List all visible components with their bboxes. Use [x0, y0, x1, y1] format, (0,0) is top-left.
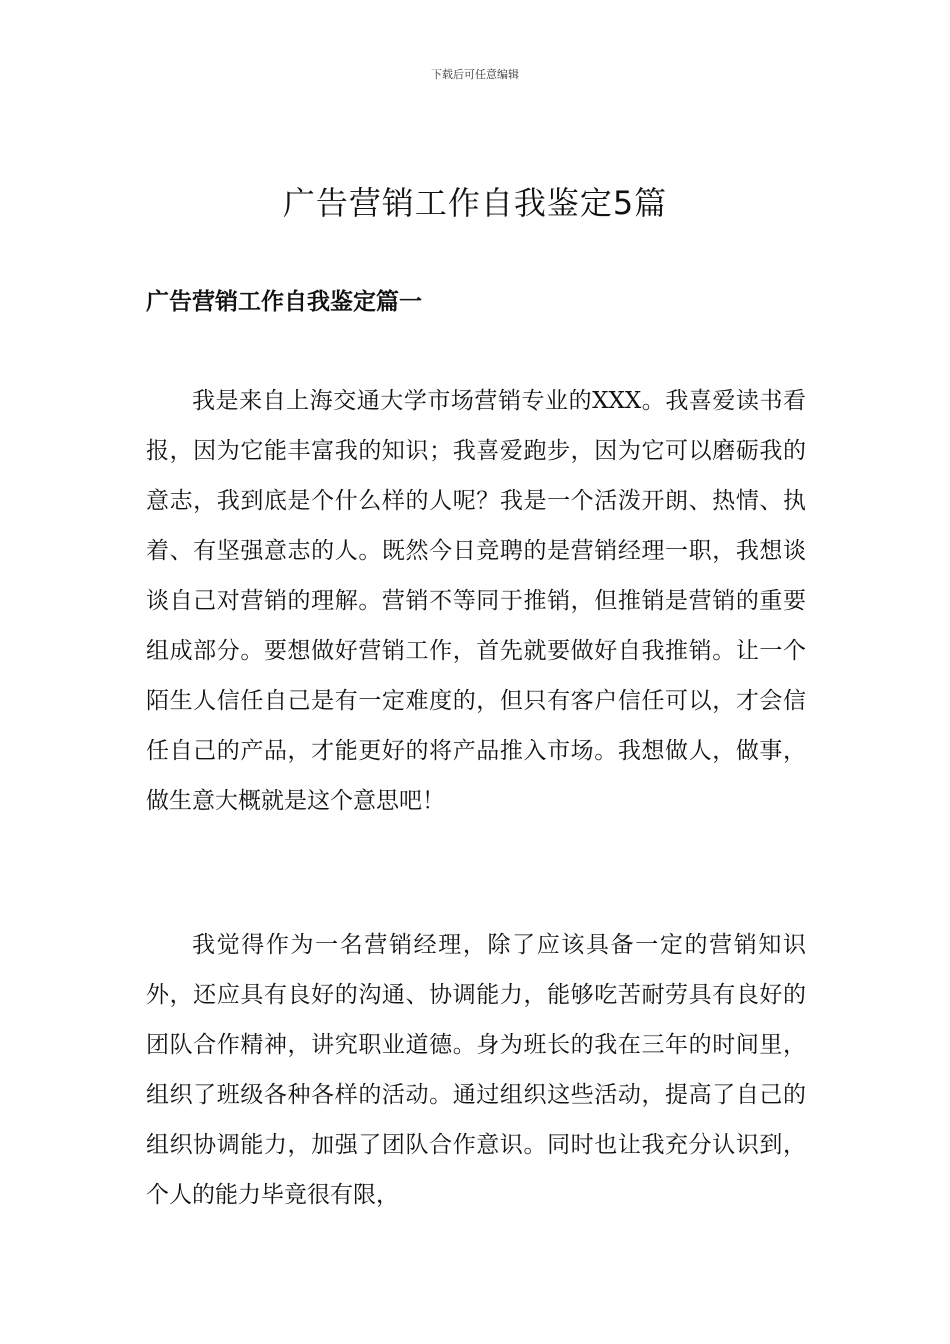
section-heading: 广告营销工作自我鉴定篇一: [146, 288, 422, 315]
paragraph-2: 我觉得作为一名营销经理，除了应该具备一定的营销知识外，还应具有良好的沟通、协调能力，能够吃苦耐劳具有良好的团队合作精神，讲究职业道德。身为班长的我在三年的时间里，组织了班级各种各样的活动。通过组织这些活动，提高了自己的组织协调能力，加强了团队合作意识。同时也让我充分认识到，个人的能力毕竟很有限，: [146, 932, 806, 1208]
header-note: 下载后可任意编辑: [431, 68, 519, 81]
document-title: 广告营销工作自我鉴定5篇: [282, 184, 668, 222]
paragraph-1: 我是来自上海交通大学市场营销专业的XXX。我喜爱读书看报，因为它能丰富我的知识；我喜爱跑步，因为它可以磨砺我的意志，我到底是个什么样的人呢？我是一个活泼开朗、热情、执着、有坚强意志的人。既然今日竞聘的是营销经理一职，我想谈谈自己对营销的理解。营销不等同于推销，但推销是营销的重要组成部分。要想做好营销工作，首先就要做好自我推销。让一个陌生人信任自己是有一定难度的，但只有客户信任可以，才会信任自己的产品，才能更好的将产品推入市场。我想做人，做事，做生意大概就是这个意思吧！: [146, 388, 806, 814]
